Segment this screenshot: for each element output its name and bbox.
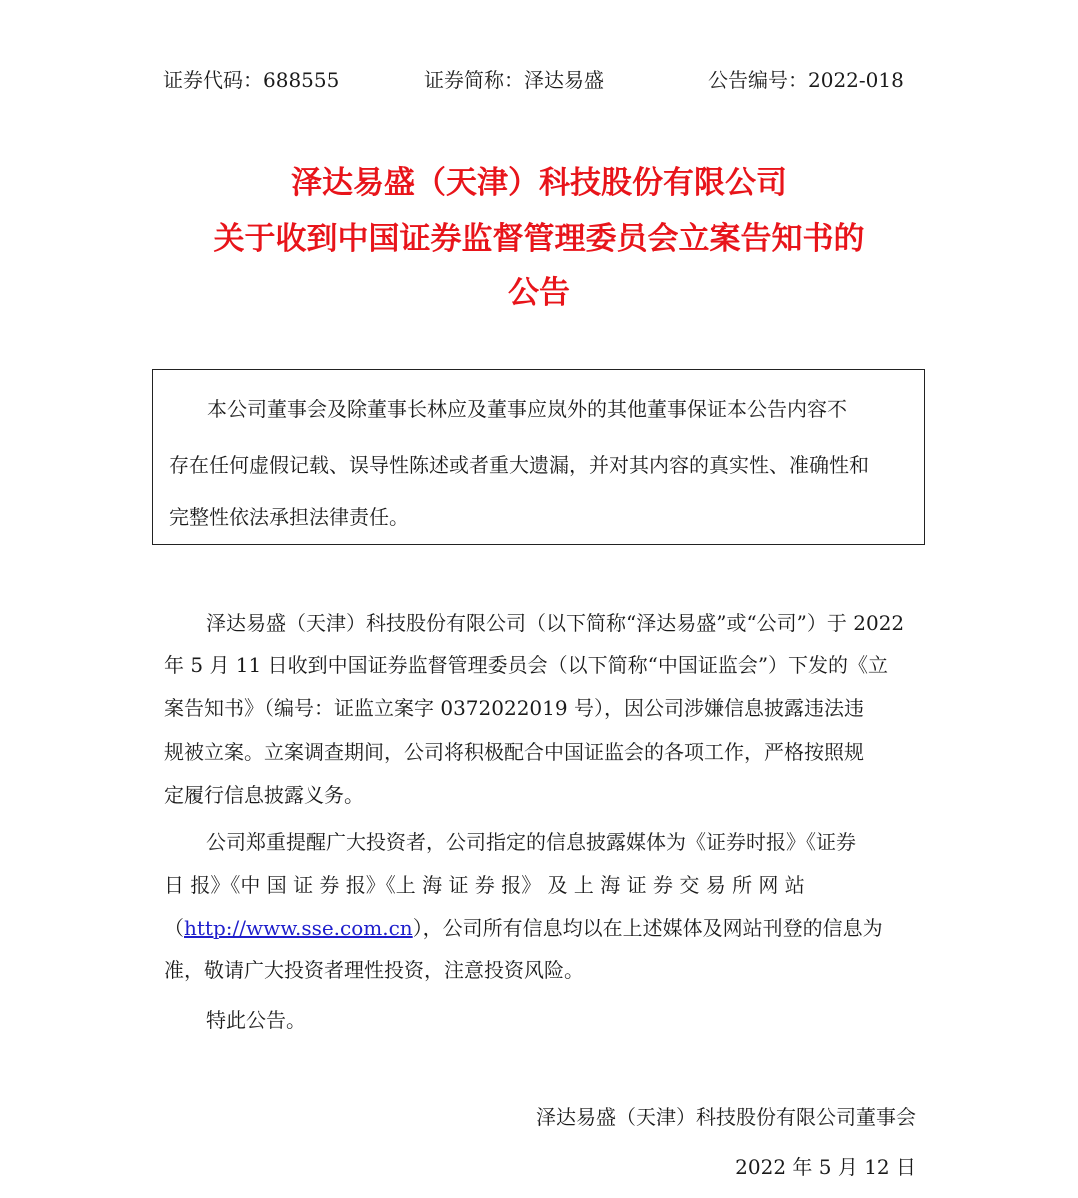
announcement-number: 公告编号：2022-018 — [708, 68, 904, 92]
security-short-name: 证券简称：泽达易盛 — [424, 68, 604, 92]
p1-line-1: 泽达易盛（天津）科技股份有限公司（以下简称“泽达易盛”或“公司”）于 2022 — [206, 611, 905, 635]
p2-line-4: 准，敬请广大投资者理性投资，注意投资风险。 — [164, 958, 584, 982]
disclaimer-box — [152, 369, 925, 545]
signature-company: 泽达易盛（天津）科技股份有限公司董事会 — [536, 1105, 916, 1129]
security-code: 证券代码：688555 — [163, 68, 340, 92]
p2-line-3 — [164, 913, 883, 943]
p2-open-paren: （ — [164, 916, 184, 940]
disclaimer-line-1: 本公司董事会及除董事长林应及董事应岚外的其他董事保证本公告内容不 — [207, 397, 847, 421]
closing-remark: 特此公告。 — [206, 1008, 306, 1032]
p2-line-1: 公司郑重提醒广大投资者，公司指定的信息披露媒体为《证券时报》《证券 — [206, 830, 856, 854]
p1-line-4: 规被立案。立案调查期间，公司将积极配合中国证监会的各项工作，严格按照规 — [164, 740, 864, 764]
p1-line-3: 案告知书》（编号：证监立案字 0372022019 号），因公司涉嫌信息披露违法违 — [164, 696, 864, 720]
title-line-2: 关于收到中国证券监督管理委员会立案告知书的 — [213, 221, 865, 257]
disclaimer-line-3: 完整性依法承担法律责任。 — [169, 505, 409, 529]
p1-line-2: 年 5 月 11 日收到中国证券监督管理委员会（以下简称“中国证监会”）下发的《立 — [164, 653, 889, 677]
document-header — [0, 64, 1078, 96]
disclaimer-line-2: 存在任何虚假记载、误导性陈述或者重大遗漏，并对其内容的真实性、准确性和 — [169, 453, 869, 477]
title-line-3: 公告 — [508, 275, 570, 311]
p1-line-5: 定履行信息披露义务。 — [164, 783, 364, 807]
title-line-1: 泽达易盛（天津）科技股份有限公司 — [291, 165, 787, 201]
p2-line-3-rest: ），公司所有信息均以在上述媒体及网站刊登的信息为 — [412, 916, 883, 940]
sse-website-link[interactable]: http://www.sse.com.cn — [184, 916, 413, 940]
p2-line-2: 日 报》《中 国 证 券 报》《上 海 证 券 报》 及 上 海 证 券 交 易 所 网 站 — [164, 873, 805, 897]
signature-date: 2022 年 5 月 12 日 — [735, 1155, 916, 1179]
